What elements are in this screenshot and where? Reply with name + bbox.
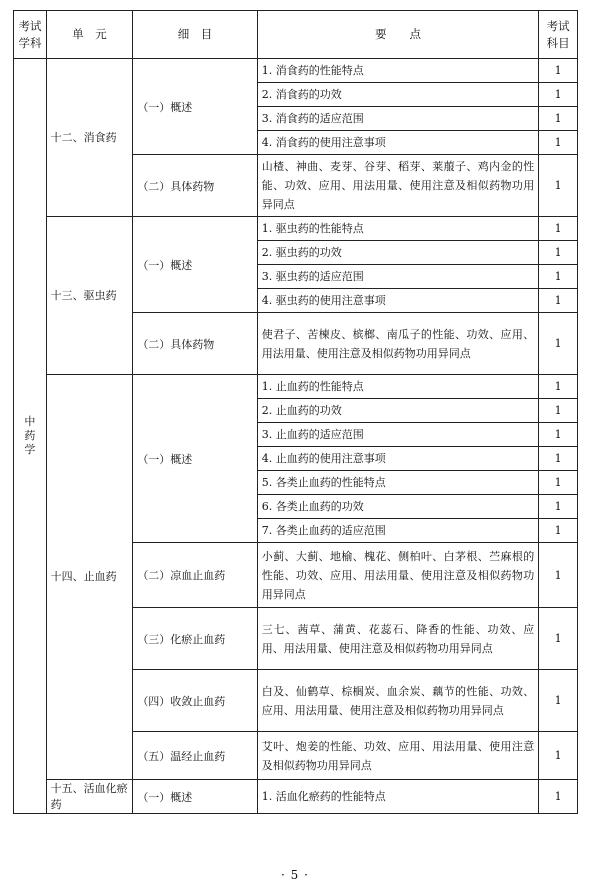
point-cell: 3. 消食药的适应范围 — [257, 107, 538, 131]
level-cell: 1 — [539, 447, 578, 471]
level-cell: 1 — [539, 289, 578, 313]
page-number: · 5 · — [281, 868, 309, 882]
level-cell: 1 — [539, 519, 578, 543]
point-cell: 2. 消食药的功效 — [257, 83, 538, 107]
level-cell: 1 — [539, 471, 578, 495]
item-cell: （四）收敛止血药 — [133, 670, 257, 732]
item-cell: （一）概述 — [133, 59, 257, 155]
item-cell: （一）概述 — [133, 217, 257, 313]
point-cell: 2. 止血药的功效 — [257, 399, 538, 423]
point-cell: 4. 消食药的使用注意事项 — [257, 131, 538, 155]
table-row — [14, 59, 578, 83]
point-cell: 三七、茜草、蒲黄、花蕊石、降香的性能、功效、应用、用法用量、使用注意及相似药物功用异同点 — [257, 608, 538, 670]
level-cell: 1 — [539, 375, 578, 399]
item-cell: （五）温经止血药 — [133, 732, 257, 780]
level-cell: 1 — [539, 423, 578, 447]
subject-cell: 中药学 — [14, 59, 47, 814]
syllabus-table — [13, 10, 578, 814]
point-cell: 5. 各类止血药的性能特点 — [257, 471, 538, 495]
point-cell: 3. 止血药的适应范围 — [257, 423, 538, 447]
level-cell: 1 — [539, 780, 578, 814]
point-cell: 艾叶、炮姜的性能、功效、应用、用法用量、使用注意及相似药物功用异同点 — [257, 732, 538, 780]
level-cell: 1 — [539, 732, 578, 780]
level-cell: 1 — [539, 265, 578, 289]
level-cell: 1 — [539, 131, 578, 155]
table-header-row — [14, 11, 578, 59]
level-cell: 1 — [539, 217, 578, 241]
header-level: 考试科目 — [539, 11, 578, 59]
level-cell: 1 — [539, 83, 578, 107]
point-cell: 白及、仙鹤草、棕榈炭、血余炭、藕节的性能、功效、应用、用法用量、使用注意及相似药物功用异同点 — [257, 670, 538, 732]
unit-cell: 十四、止血药 — [46, 375, 133, 780]
item-cell: （二）具体药物 — [133, 313, 257, 375]
item-cell: （三）化瘀止血药 — [133, 608, 257, 670]
unit-cell: 十二、消食药 — [46, 59, 133, 217]
header-item: 细 目 — [133, 11, 257, 59]
header-points: 要 点 — [257, 11, 538, 59]
item-cell: （二）凉血止血药 — [133, 543, 257, 608]
level-cell: 1 — [539, 313, 578, 375]
table-row — [14, 217, 578, 241]
level-cell: 1 — [539, 543, 578, 608]
level-cell: 1 — [539, 399, 578, 423]
point-cell: 7. 各类止血药的适应范围 — [257, 519, 538, 543]
level-cell: 1 — [539, 155, 578, 217]
item-cell: （一）概述 — [133, 780, 257, 814]
header-unit: 单 元 — [46, 11, 133, 59]
level-cell: 1 — [539, 59, 578, 83]
point-cell: 山楂、神曲、麦芽、谷芽、稻芽、莱菔子、鸡内金的性能、功效、应用、用法用量、使用注意及相似药物功用异同点 — [257, 155, 538, 217]
level-cell: 1 — [539, 241, 578, 265]
point-cell: 3. 驱虫药的适应范围 — [257, 265, 538, 289]
level-cell: 1 — [539, 670, 578, 732]
point-cell: 使君子、苦楝皮、槟榔、南瓜子的性能、功效、应用、用法用量、使用注意及相似药物功用异同点 — [257, 313, 538, 375]
point-cell: 6. 各类止血药的功效 — [257, 495, 538, 519]
point-cell: 1. 消食药的性能特点 — [257, 59, 538, 83]
level-cell: 1 — [539, 107, 578, 131]
table-row — [14, 375, 578, 399]
point-cell: 1. 止血药的性能特点 — [257, 375, 538, 399]
item-cell: （二）具体药物 — [133, 155, 257, 217]
point-cell: 4. 止血药的使用注意事项 — [257, 447, 538, 471]
table-row — [14, 780, 578, 814]
point-cell: 1. 驱虫药的性能特点 — [257, 217, 538, 241]
point-cell: 4. 驱虫药的使用注意事项 — [257, 289, 538, 313]
unit-cell: 十三、驱虫药 — [46, 217, 133, 375]
header-subject: 考试学科 — [14, 11, 47, 59]
point-cell: 1. 活血化瘀药的性能特点 — [257, 780, 538, 814]
point-cell: 小蓟、大蓟、地榆、槐花、侧柏叶、白茅根、苎麻根的性能、功效、应用、用法用量、使用注意及相似药物功用异同点 — [257, 543, 538, 608]
level-cell: 1 — [539, 495, 578, 519]
unit-cell: 十五、活血化瘀药 — [46, 780, 133, 814]
item-cell: （一）概述 — [133, 375, 257, 543]
point-cell: 2. 驱虫药的功效 — [257, 241, 538, 265]
level-cell: 1 — [539, 608, 578, 670]
